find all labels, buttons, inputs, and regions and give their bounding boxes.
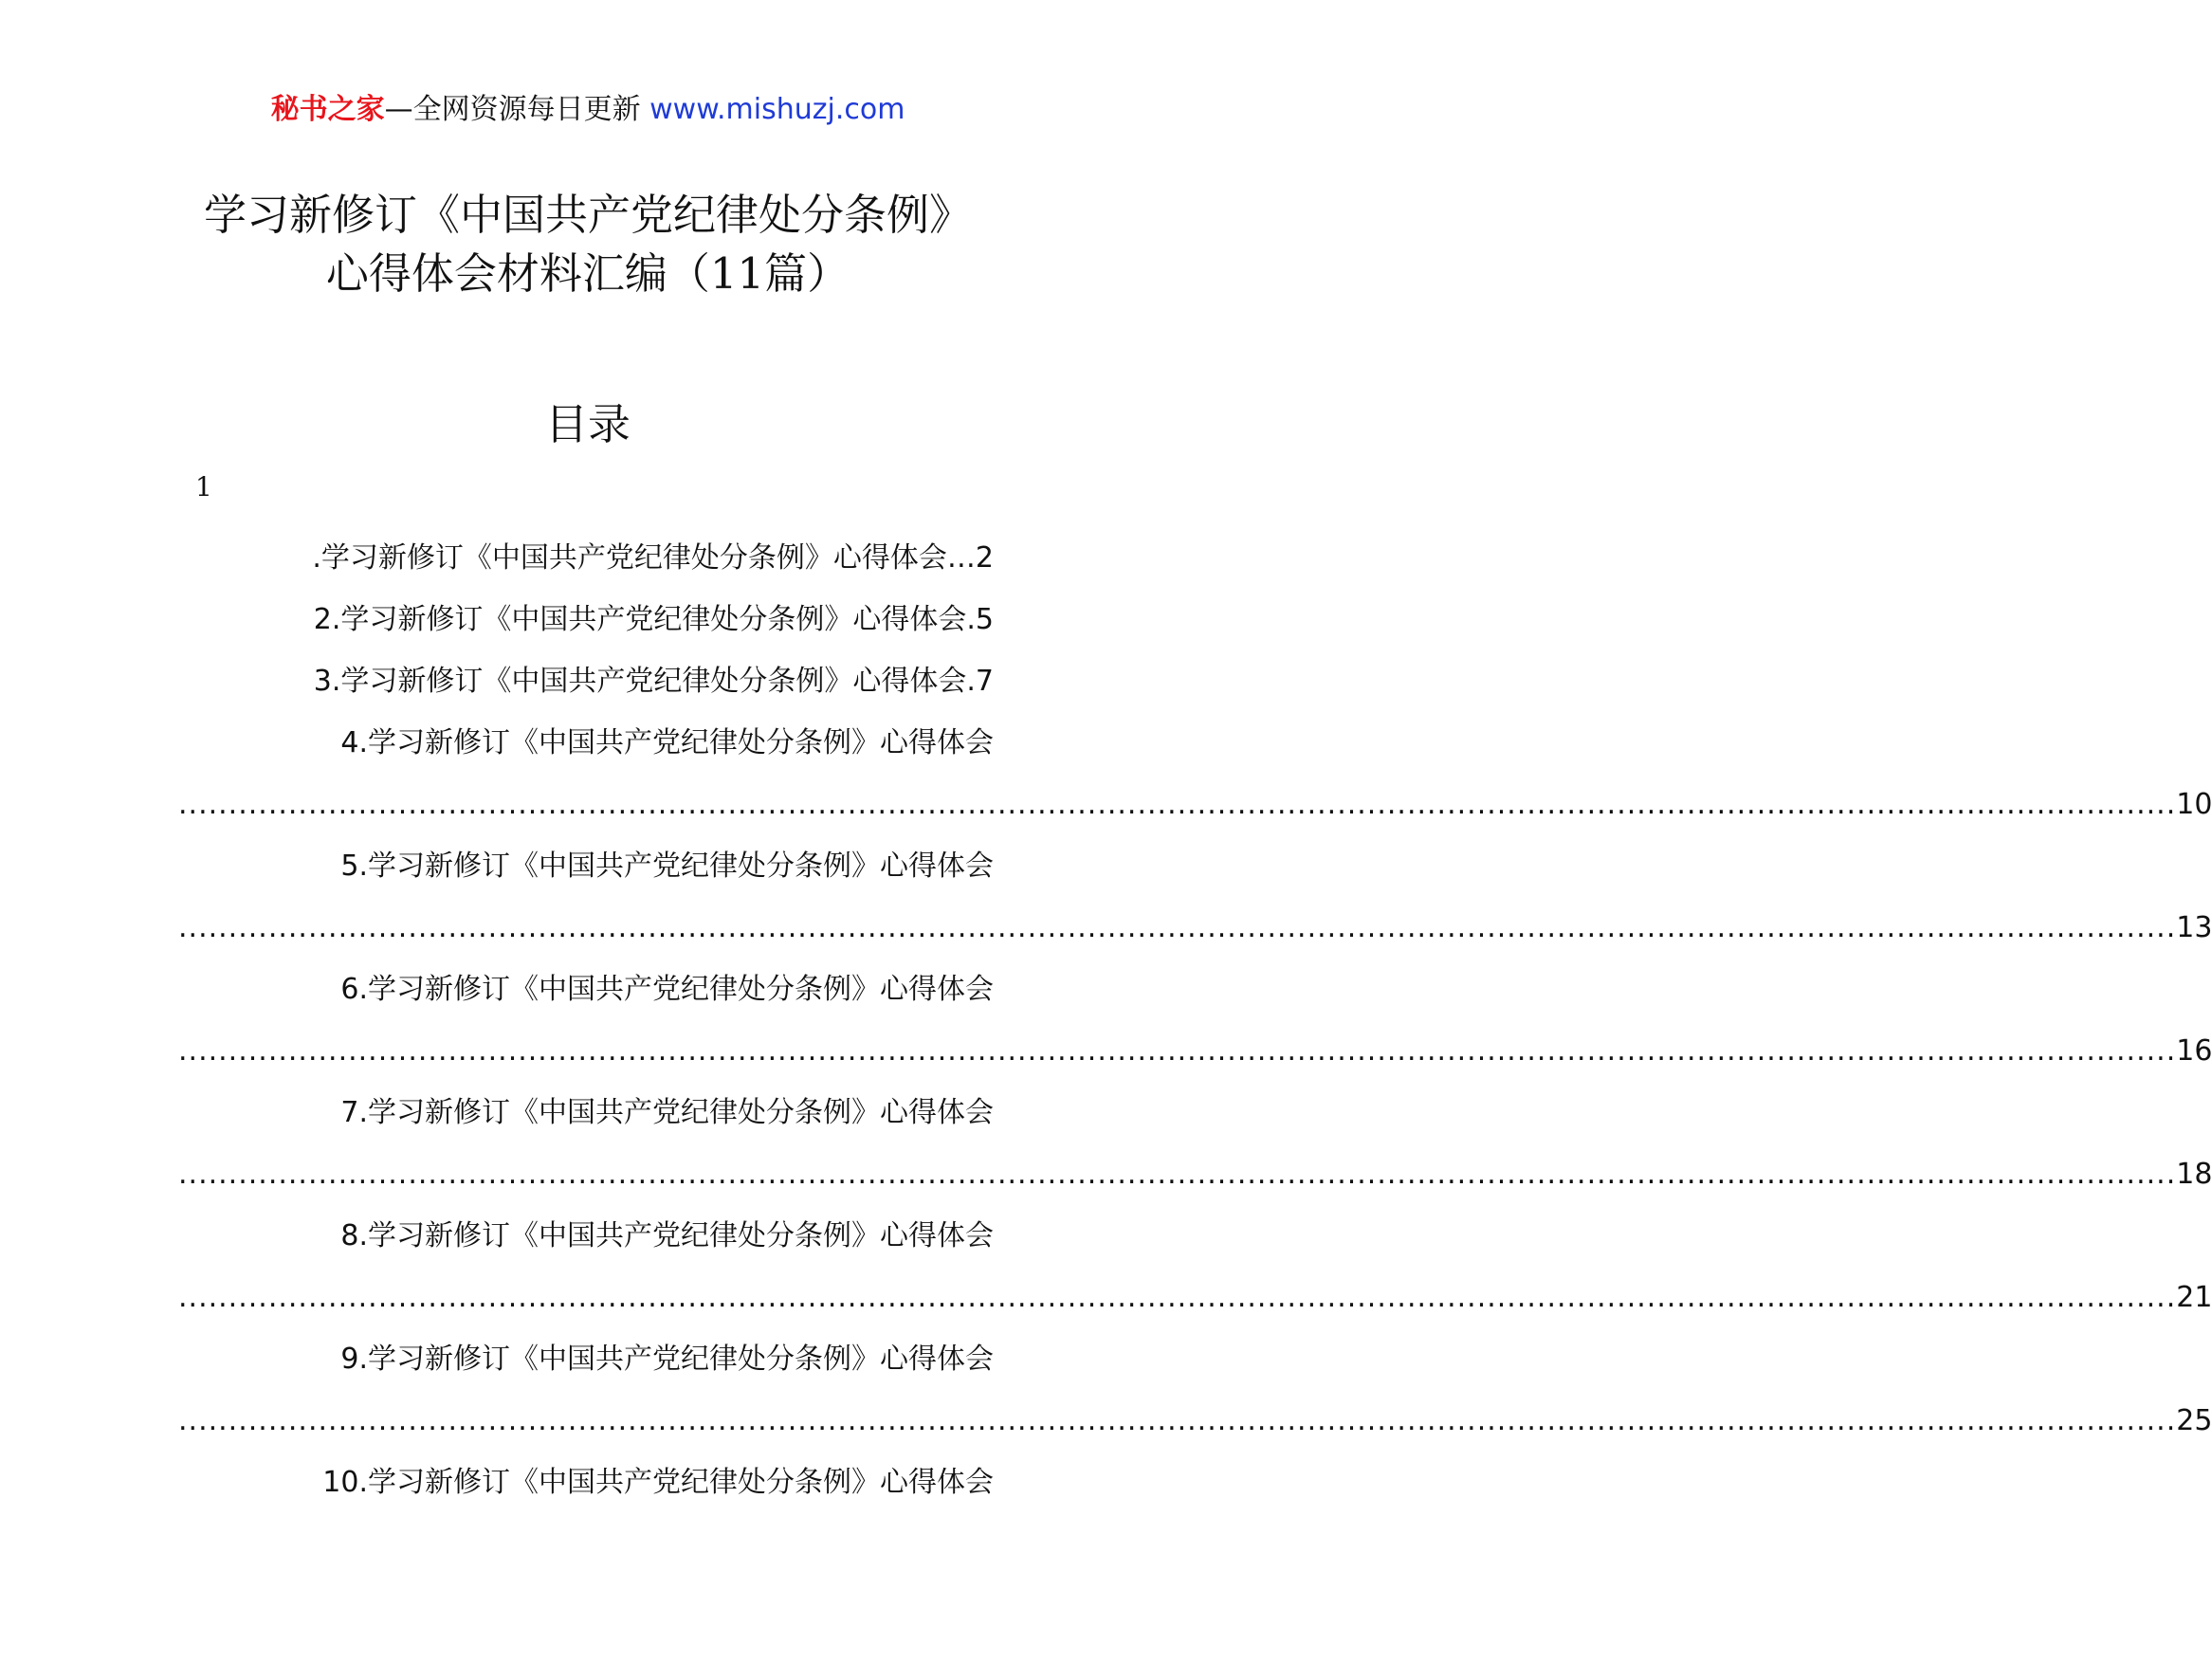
toc-page-number: 16 [2176,1034,2212,1068]
toc-entry[interactable]: 7.学习新修订《中国共产党纪律处分条例》心得体会 [340,1096,994,1129]
title-line-2-prefix: 心得体会材料汇编（ [325,248,710,299]
toc-entry-page-line [178,897,2212,959]
toc-entry[interactable]: 6.学习新修订《中国共产党纪律处分条例》心得体会 [340,973,994,1006]
toc-entry[interactable]: 8.学习新修订《中国共产党纪律处分条例》心得体会 [340,1219,994,1252]
toc-dot-leader: ........................................................................................................................................................................................................ [178,788,2177,821]
toc-entry-page-line [178,1143,2212,1205]
toc-stray-number: 1 [195,471,212,503]
toc-entry[interactable]: 2.学习新修订《中国共产党纪律处分条例》心得体会.5 [313,603,994,636]
site-url-link[interactable]: www.mishuzj.com [649,93,905,126]
document-title [0,186,1176,303]
toc-dot-leader: ........................................................................................................................................................................................................ [178,911,2177,944]
toc-entry[interactable]: 3.学习新修订《中国共产党纪律处分条例》心得体会.7 [313,665,994,698]
toc-page-number: 25 [2176,1404,2212,1437]
toc-page-number: 10 [2176,788,2212,821]
toc-dot-leader: ........................................................................................................................................................................................................ [178,1404,2177,1437]
title-line-2 [0,245,1176,303]
toc-page-number: 21 [2176,1281,2212,1314]
toc-heading: 目录 [544,399,631,449]
toc-entry[interactable]: 5.学习新修订《中国共产党纪律处分条例》心得体会 [340,850,994,883]
toc-dot-leader: ........................................................................................................................................................................................................ [178,1281,2177,1314]
toc-dot-leader: ........................................................................................................................................................................................................ [178,1158,2177,1191]
table-of-contents [178,527,2212,1513]
title-line-2-suffix: 篇） [764,248,850,299]
toc-entry-page-line [178,1020,2212,1082]
toc-entry[interactable]: .学习新修订《中国共产党纪律处分条例》心得体会…2 [312,541,994,575]
title-article-count: 11 [709,248,765,299]
toc-dot-leader: ........................................................................................................................................................................................................ [178,1034,2177,1068]
header-slogan: —全网资源每日更新 [384,93,641,126]
toc-page-number: 13 [2176,911,2212,944]
brand-name: 秘书之家 [270,93,385,126]
toc-entry-page-line [178,1267,2212,1328]
title-line-1: 学习新修订《中国共产党纪律处分条例》 [203,190,972,240]
toc-entry[interactable]: 4.学习新修订《中国共产党纪律处分条例》心得体会 [340,726,994,759]
site-header [0,91,1176,129]
toc-entry[interactable]: 9.学习新修订《中国共产党纪律处分条例》心得体会 [340,1343,994,1376]
toc-entry-page-line [178,1390,2212,1452]
toc-entry-page-line [178,774,2212,835]
toc-page-number: 18 [2176,1158,2212,1191]
toc-entry[interactable]: 10.学习新修订《中国共产党纪律处分条例》心得体会 [322,1466,994,1499]
